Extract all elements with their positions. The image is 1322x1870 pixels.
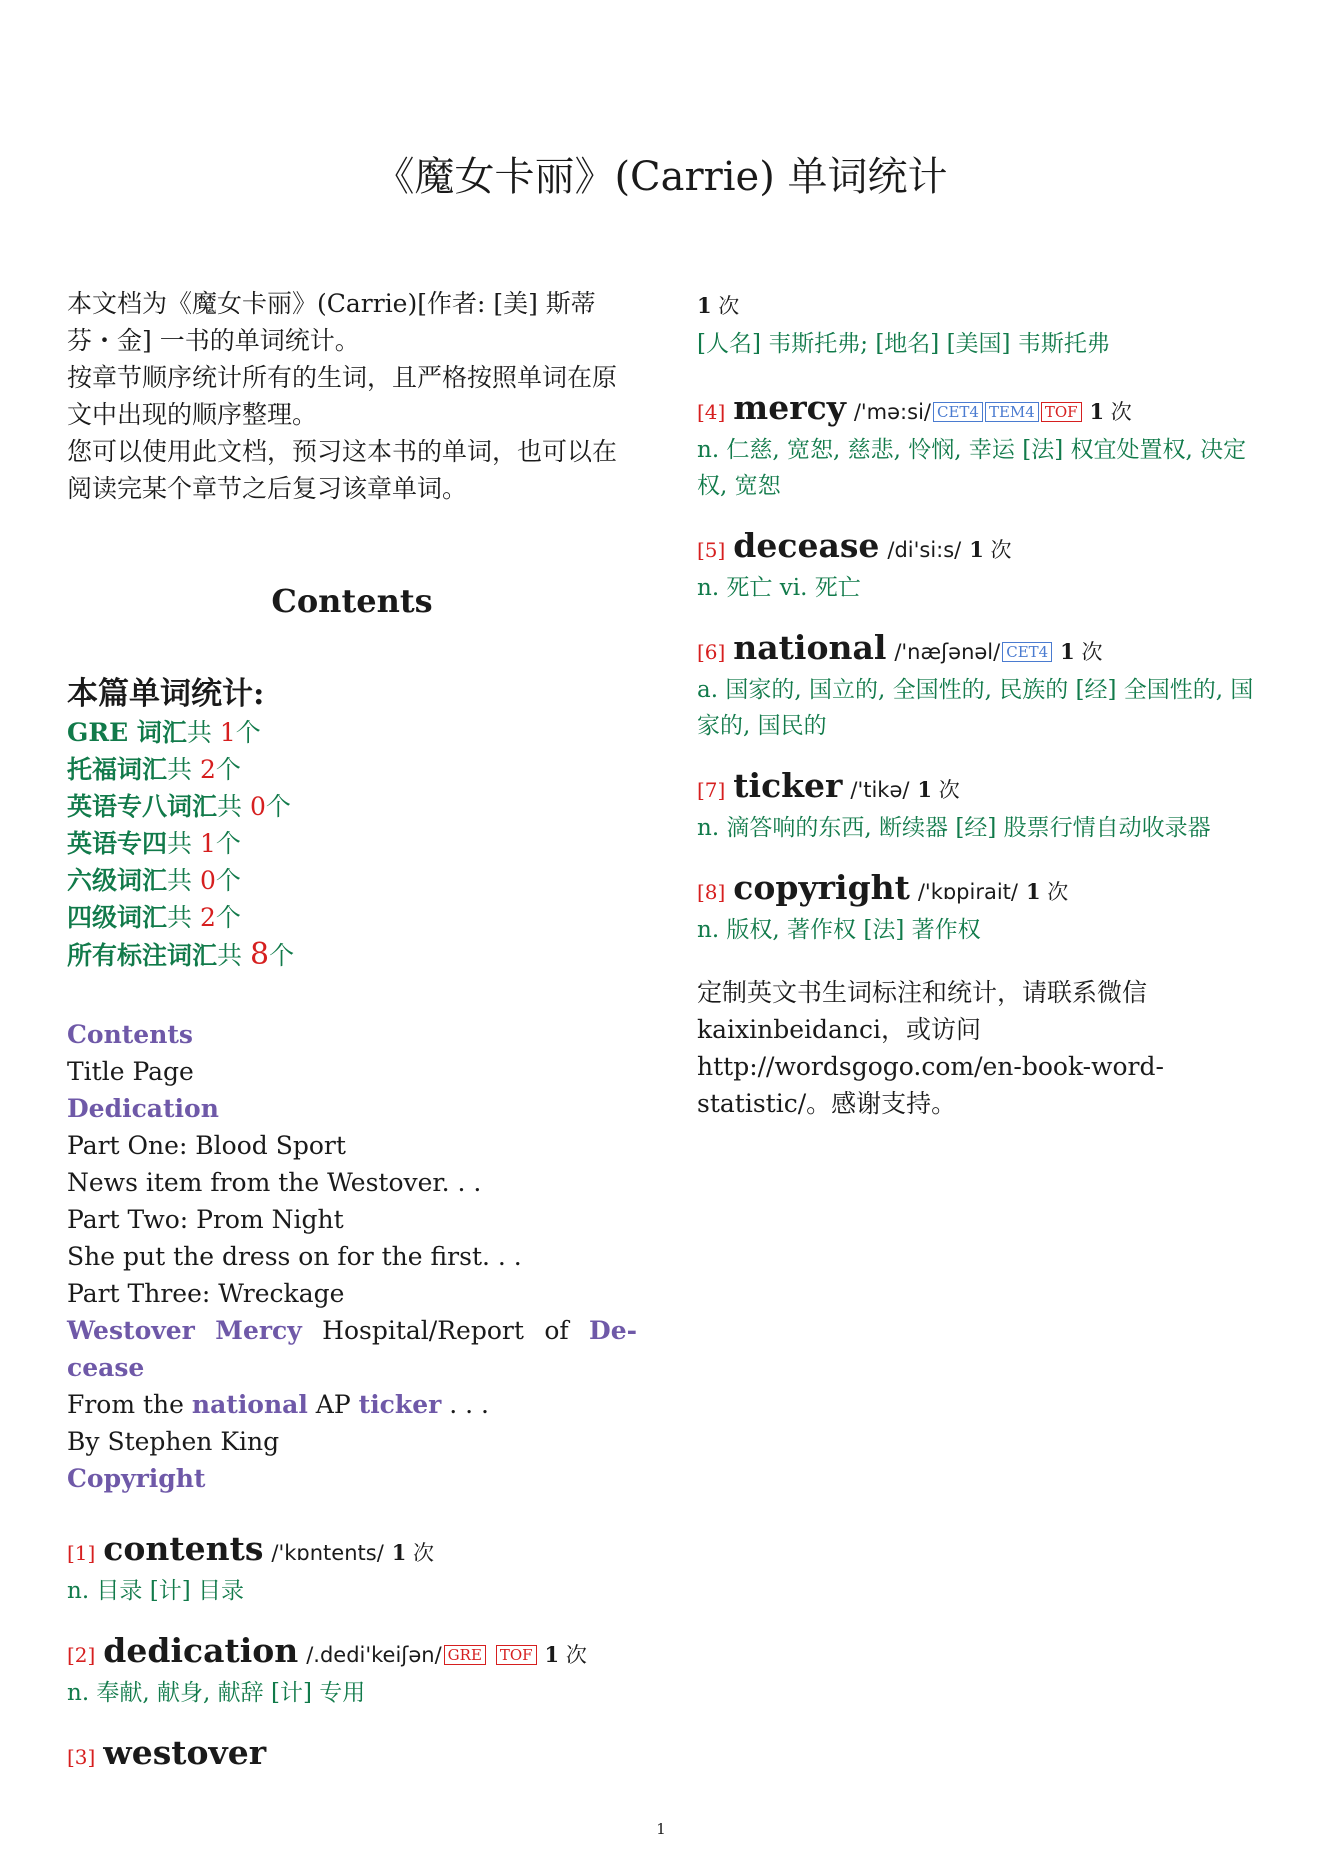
toc-westover-line[interactable] <box>67 1312 637 1386</box>
stat-cet4: 四级词汇共 2个 <box>67 903 241 932</box>
toc-part-three[interactable]: Part Three: Wreckage <box>67 1279 345 1308</box>
entries-left <box>67 1529 637 1777</box>
entry-westover: [3] westover <box>67 1733 267 1772</box>
toc-word-decease-part1: De- <box>589 1316 637 1345</box>
entry-copyright: [8] copyright /'kɒpirait/ 1 次 n. 版权, 著作权 [法] 著作权 <box>697 868 1262 948</box>
page-number: 1 <box>656 1820 666 1838</box>
toc-dress[interactable]: She put the dress on for the first. . . <box>67 1242 522 1271</box>
entry-national: [6] national /'næʃənəl/ CET4 1 次 a. 国家的, 国立的, 全国性的, 民族的 [经] 全国性的, 国家的, 国民的 <box>697 628 1262 744</box>
toc-title-page[interactable]: Title Page <box>67 1057 194 1086</box>
entry-dedication: [2] dedication /.dedi'keiʃən/ GRE TOF 1 次 n. 奉献, 献身, 献辞 [计] 专用 <box>67 1631 637 1711</box>
intro <box>67 285 637 507</box>
stat-cet6: 六级词汇共 0个 <box>67 866 241 895</box>
headword: mercy <box>733 388 846 427</box>
toc-national-line[interactable]: From the national AP ticker . . . <box>67 1390 489 1419</box>
toc-word-westover: Westover <box>67 1316 195 1345</box>
definition: n. 仁慈, 宽恕, 慈悲, 怜悯, 幸运 [法] 权宜处置权, 决定权, 宽恕 <box>697 437 1247 499</box>
stats-list <box>67 714 637 974</box>
toc-contents[interactable]: Contents <box>67 1020 194 1049</box>
stat-tem4: 英语专四共 1个 <box>67 829 241 858</box>
entry-contents: [1] contents /'kɒntents/ 1 次 n. 目录 [计] 目录 <box>67 1529 637 1609</box>
stat-gre: GRE 词汇共 1个 <box>67 718 261 747</box>
definition: n. 版权, 著作权 [法] 著作权 <box>697 917 981 943</box>
definition: a. 国家的, 国立的, 全国性的, 民族的 [经] 全国性的, 国家的, 国民的 <box>697 677 1254 739</box>
stat-toefl: 托福词汇共 2个 <box>67 755 241 784</box>
definition: n. 目录 [计] 目录 <box>67 1578 245 1604</box>
toc-word-national: national <box>191 1390 308 1419</box>
entry-westover-continued: 1 次 [人名] 韦斯托弗; [地名] [美国] 韦斯托弗 <box>697 285 1262 362</box>
toc-word-ticker: ticker <box>358 1390 442 1419</box>
toc-news-item[interactable]: News item from the Westover. . . <box>67 1168 482 1197</box>
definition: n. 滴答响的东西, 断续器 [经] 股票行情自动收录器 <box>697 815 1211 841</box>
headword: decease <box>733 526 880 565</box>
toc-word-decease-part2: cease <box>67 1353 145 1382</box>
toc-of: of <box>544 1316 569 1345</box>
toc-word-mercy: Mercy <box>215 1316 302 1345</box>
headword: dedication <box>103 1631 299 1670</box>
headword: contents <box>103 1529 264 1568</box>
toc-dedication[interactable]: Dedication <box>67 1094 219 1123</box>
intro-line-1: 本文档为《魔女卡丽》(Carrie)[作者: [美] 斯蒂芬・金] 一书的单词统计。 <box>67 289 596 355</box>
toc-part-two[interactable]: Part Two: Prom Night <box>67 1205 344 1234</box>
entry-ticker: [7] ticker /'tikə/ 1 次 n. 滴答响的东西, 断续器 [经] 股票行情自动收录器 <box>697 766 1262 846</box>
right-column <box>697 285 1262 1122</box>
entry-mercy: [4] mercy /'mə:si/ CET4 TEM4 TOF 1 次 n. 仁慈, 宽恕, 慈悲, 怜悯, 幸运 [法] 权宜处置权, 决定权, 宽恕 <box>697 388 1262 504</box>
tag-gre: GRE <box>444 1645 486 1665</box>
contact-note: 定制英文书生词标注和统计，请联系微信 kaixinbeidanci，或访问 http://wordsgogo.com/en-book-word-statistic/。感谢支持。 <box>697 978 1164 1118</box>
tag-cet4: CET4 <box>1002 642 1052 662</box>
toc-by[interactable]: By Stephen King <box>67 1427 280 1456</box>
left-column <box>67 285 637 1777</box>
tag-cet4: CET4 <box>933 402 983 422</box>
document-title: 《魔女卡丽》(Carrie) 单词统计 <box>374 154 948 200</box>
definition: [人名] 韦斯托弗; [地名] [美国] 韦斯托弗 <box>697 331 1110 357</box>
stats-heading: 本篇单词统计: <box>67 676 265 712</box>
toc-part-one[interactable]: Part One: Blood Sport <box>67 1131 346 1160</box>
definition: n. 奉献, 献身, 献辞 [计] 专用 <box>67 1680 366 1706</box>
toc-hospital-report: Hospital/Report <box>322 1316 524 1345</box>
headword: ticker <box>733 766 843 805</box>
headword: westover <box>103 1733 267 1772</box>
toc-copyright[interactable]: Copyright <box>67 1464 206 1493</box>
entry-decease: [5] decease /di'si:s/ 1 次 n. 死亡 vi. 死亡 <box>697 526 1262 606</box>
tag-tof: TOF <box>496 1645 537 1665</box>
tag-tof: TOF <box>1041 402 1082 422</box>
table-of-contents <box>67 1016 637 1497</box>
stat-all: 所有标注词汇共 8个 <box>67 937 295 972</box>
headword: copyright <box>733 868 910 907</box>
stat-tem8: 英语专八词汇共 0个 <box>67 792 291 821</box>
tag-tem4: TEM4 <box>985 402 1039 422</box>
intro-line-3: 您可以使用此文档，预习这本书的单词，也可以在阅读完某个章节之后复习该章单词。 <box>67 437 618 503</box>
intro-line-2: 按章节顺序统计所有的生词，且严格按照单词在原文中出现的顺序整理。 <box>67 363 618 429</box>
contents-heading: Contents <box>271 582 433 620</box>
headword: national <box>733 628 887 667</box>
definition: n. 死亡 vi. 死亡 <box>697 575 861 601</box>
